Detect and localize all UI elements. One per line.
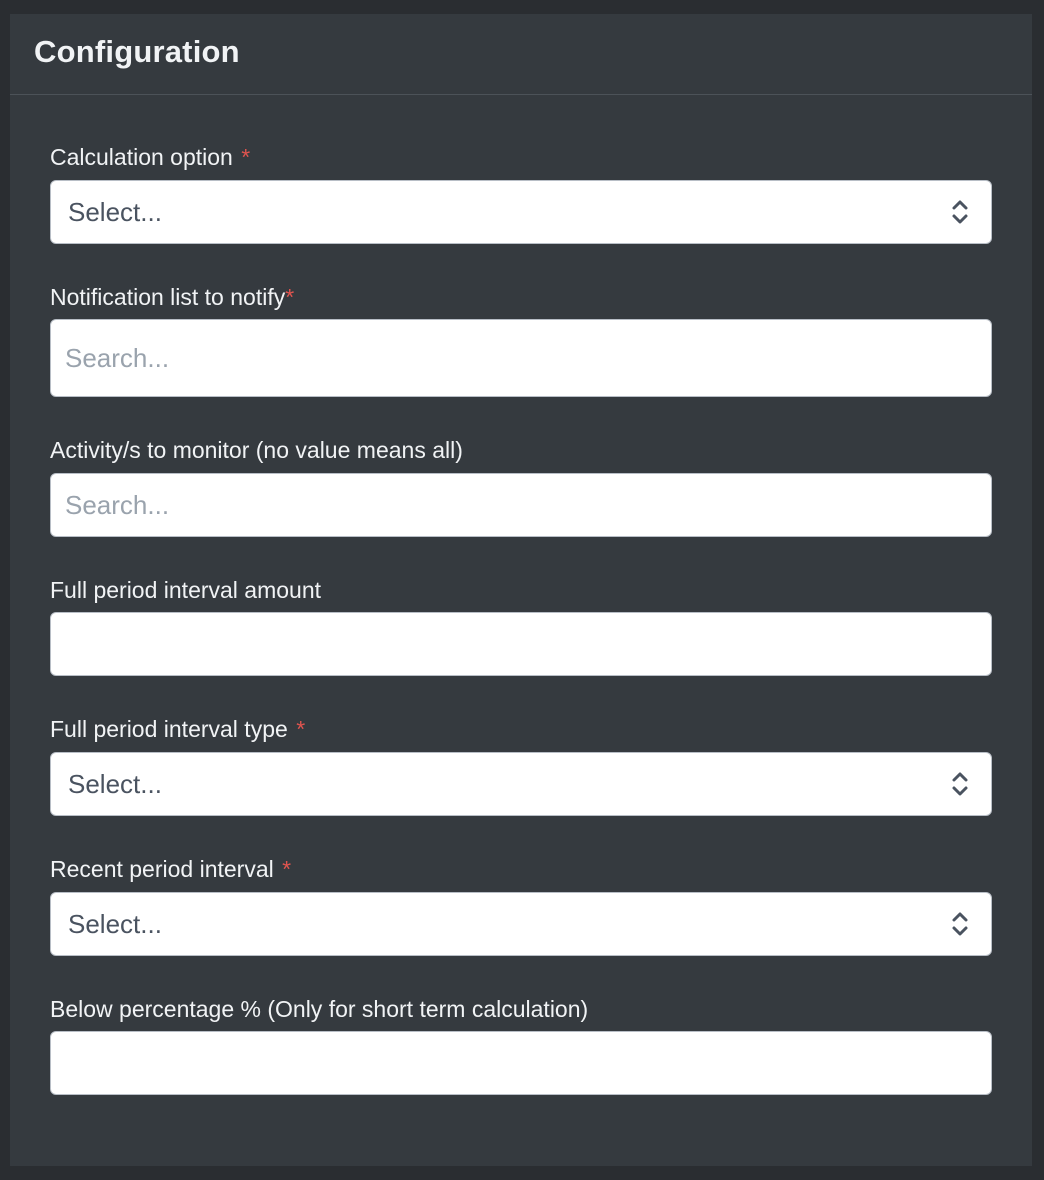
below-percentage-label: Below percentage % (Only for short term calculation): [50, 996, 589, 1022]
calculation-option-label-text: Calculation option: [50, 144, 233, 170]
required-marker: *: [241, 144, 251, 170]
full-period-amount-label: Full period interval amount: [50, 577, 322, 603]
panel-header: [10, 14, 1032, 95]
full-period-type-select[interactable]: [50, 752, 992, 816]
chevron-up-down-icon: [948, 195, 972, 229]
panel-title: Configuration: [34, 34, 240, 69]
notification-list-field[interactable]: [50, 319, 992, 397]
full-period-type-label-text: Full period interval type: [50, 716, 288, 742]
required-marker: *: [296, 716, 306, 742]
activities-search-input[interactable]: [51, 474, 991, 536]
configuration-panel: [10, 14, 1032, 1166]
required-marker: *: [285, 284, 295, 310]
chevron-up-down-icon: [948, 907, 972, 941]
notification-list-search-input[interactable]: [51, 320, 991, 396]
below-percentage-input[interactable]: [51, 1032, 991, 1094]
full-period-type-value: Select...: [68, 768, 162, 799]
required-marker: *: [282, 856, 292, 882]
notification-list-label-text: Notification list to notify: [50, 284, 286, 310]
calculation-option-label: [50, 143, 250, 171]
recent-period-select[interactable]: [50, 892, 992, 956]
full-period-amount-field[interactable]: [50, 612, 992, 676]
below-percentage-field[interactable]: [50, 1031, 992, 1095]
activities-field[interactable]: [50, 473, 992, 537]
recent-period-value: Select...: [68, 908, 162, 939]
full-period-type-label: [50, 715, 305, 743]
chevron-up-down-icon: [948, 767, 972, 801]
activities-label: Activity/s to monitor (no value means all): [50, 437, 463, 463]
calculation-option-select[interactable]: [50, 180, 992, 244]
notification-list-label: [50, 283, 294, 311]
recent-period-label-text: Recent period interval: [50, 856, 274, 882]
recent-period-label: [50, 855, 291, 883]
full-period-amount-input[interactable]: [51, 613, 991, 675]
calculation-option-value: Select...: [68, 196, 162, 227]
